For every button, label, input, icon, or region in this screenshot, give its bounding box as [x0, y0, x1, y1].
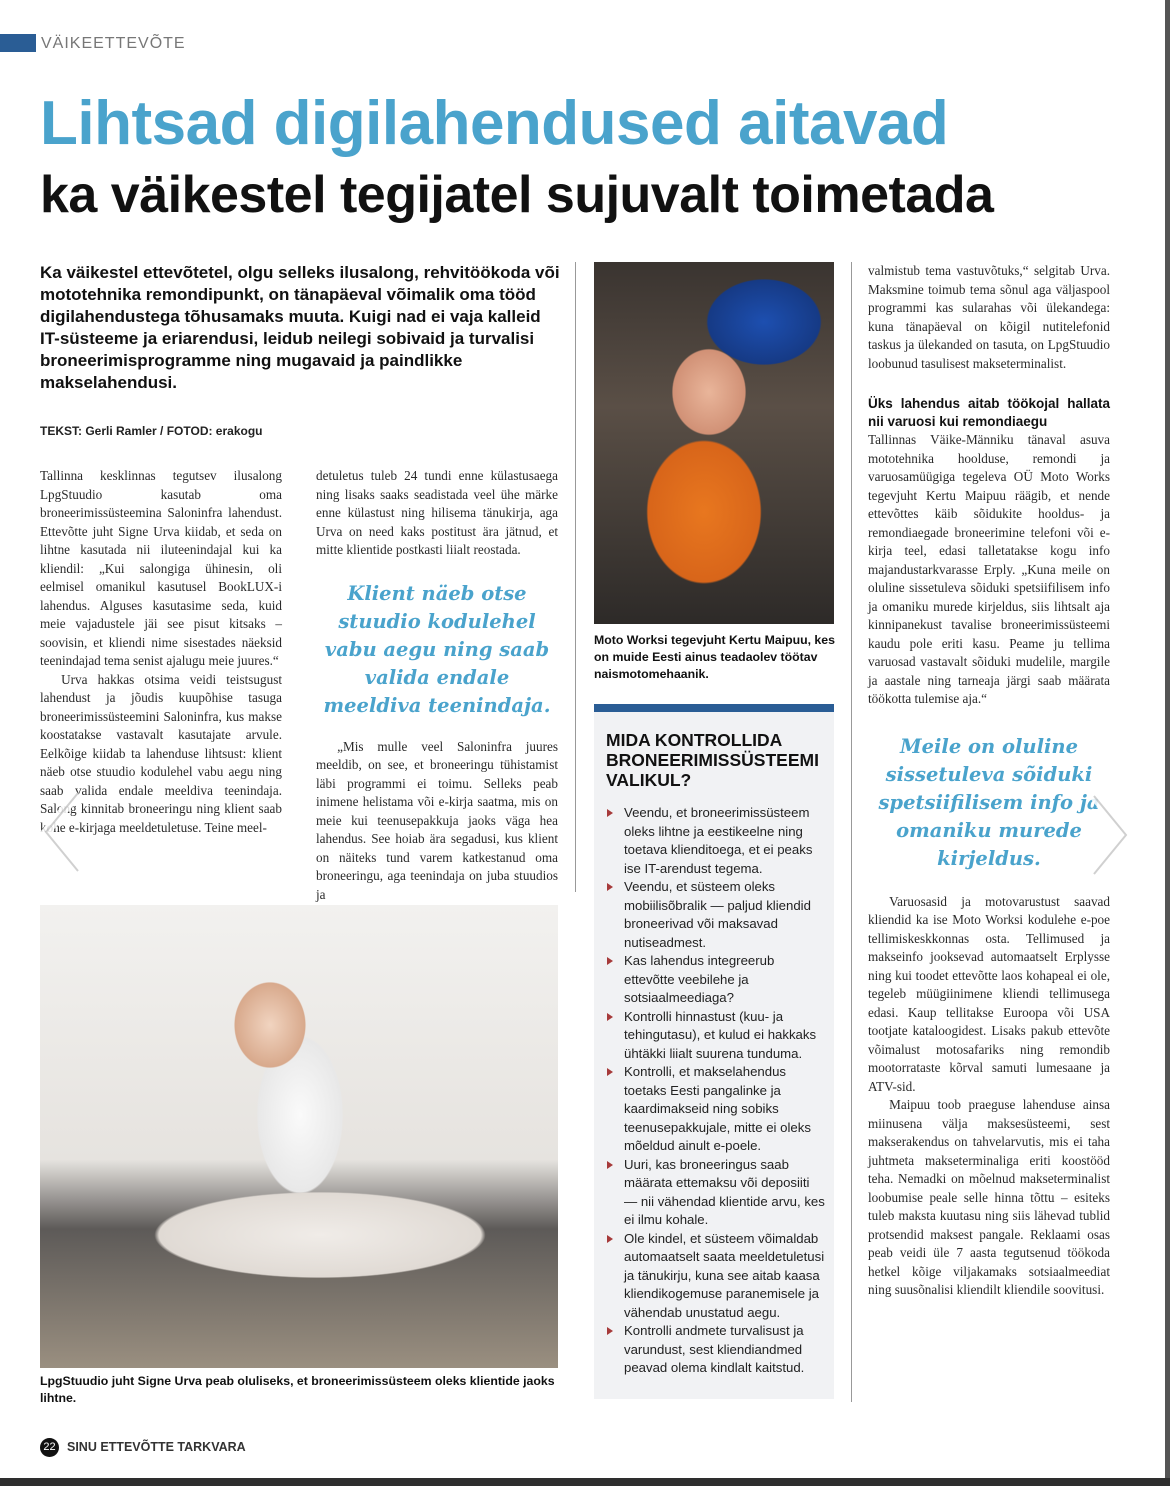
headline-line-1: Lihtsad digilahendused aitavad	[40, 89, 949, 158]
byline: TEKST: Gerli Ramler / FOTOD: erakogu	[40, 424, 263, 438]
list-item: Ole kindel, et süsteem võimaldab automaatselt saata meeldetuletusi ja tänukirju, kuna see aitab kaasa kliendikogemuse paranemisele ja vähendab unustatud aegu.	[606, 1230, 826, 1323]
photo-lpgstuudio-treatment	[40, 905, 558, 1368]
photo-caption: Moto Worksi tegevjuht Kertu Maipuu, kes on muide Eesti ainus teadaolev töötav naismotomehaanik.	[594, 633, 835, 681]
bottom-bar	[0, 1478, 1170, 1486]
bullet-triangle-icon	[607, 1235, 613, 1243]
section-label: VÄIKEETTEVÕTE	[41, 35, 186, 52]
bullet-triangle-icon	[607, 1013, 613, 1021]
article-column-4	[868, 262, 1110, 1300]
article-column-1	[40, 467, 282, 837]
previous-page-button[interactable]	[38, 787, 86, 877]
photo-moto-works-mechanic	[594, 262, 834, 624]
paragraph: „Mis mulle veel Saloninfra juures meeldib, on see, et broneeringu tühistamist läbi programmi ei toimu. Selleks peab inimene helistama või e-kirja saatma, mis on meie kui teenusepakkuja jaoks väga hea lahendus. See hoiab ära segadusi, kus klient on näiteks tund varem katkestanud oma broneeringu, aga teenindaja on juba stuudios ja	[316, 738, 558, 902]
paragraph: valmistub tema vastuvõtuks,“ selgitab Urva. Maksmine toimub tema sõnul aga väljaspool programmi kas sularahas või ülekandega: kuna tänapäeval on kõigil nutitelefonid taskus ja ülekanded on tasuta, on LpgStuudio loobunud tasulisest makseterminalist.	[868, 263, 1110, 371]
article-column-2	[316, 467, 558, 904]
checklist-sidebar	[594, 704, 834, 1399]
chevron-right-icon	[1086, 790, 1134, 880]
chevron-left-icon	[38, 787, 86, 877]
bullet-triangle-icon	[607, 957, 613, 965]
page-number: 22	[40, 1438, 59, 1457]
column-divider	[575, 262, 576, 892]
bullet-triangle-icon	[607, 883, 613, 891]
list-item: Uuri, kas broneeringus saab määrata ettemaksu või deposiiti — nii vähendad klientide arvu, kes ei ilmu kohale.	[606, 1156, 826, 1230]
paragraph: Urva hakkas otsima veidi teistsugust lahendust ja jõudis kuupõhise tasuga broneerimissüsteemini Saloninfra, kus makse koostatakse vastavalt kasutajate arvule. Eelkõige kiidab ta lahenduse lihtsust: klient näeb otse stuudio kodulehel vabu aegu ning saab valida endale meeldiva teenindaja. Salong kinnitab broneeringu ning klient saab kohe e-kirjaga meeldetuletuse. Teine meel-	[40, 671, 282, 835]
paragraph: Tallinna kesklinnas tegutsev ilusalong LpgStuudio kasutab oma broneerimissüsteemina Saloninfra lahendust. Ettevõtte juht Signe Urva kiidab, et seda on lihtne kasutada nii iluteenindajal kui ka kliendil: „Kui salongiga ühinesin, oli eelmisel omanikul kasutusel BookLUX-i lahendus. Alguses kasutasime seda, kuid meie vajadustele jäi see pisut kitsaks – soovisin, et kliendi nime sisestades näeksid teenindajad tema senist ajalugu meie juures.“	[40, 468, 282, 668]
list-item: Veendu, et broneerimissüsteem oleks lihtne ja eestikeelne ning toetava klienditoega, et ei peaks ise IT-arendust tegema.	[606, 804, 826, 878]
page-edge	[1165, 0, 1170, 1478]
bullet-triangle-icon	[607, 1327, 613, 1335]
list-item: Kontrolli, et makselahendus toetaks Eesti pangalinke ja kaardimakseid ning sobiks teenusepakkujale, mitte ei oleks mõeldud ainult e-poele.	[606, 1063, 826, 1156]
section-color-bar	[0, 34, 36, 52]
paragraph: Varuosasid ja motovarustust saavad kliendid ka ise Moto Worksi kodulehe e-poe tellimiskeskkonnas osta. Tellimused ja makseinfo jooksevad automaatselt Erplysse ning kui toodet ettevõtte laos kohapeal ei ole, tegeleb müügiinimene kliendi tellimusega edasi. Kaup tellitakse Euroopa või USA tootjate kataloogidest. Lisaks pakub ettevõte võimalust motosafariks ning remondib mootorrataste kõrval samuti lumesaane ja ATV-sid.	[868, 893, 1110, 1094]
checklist	[606, 804, 826, 1378]
headline-line-2: ka väikestel tegijatel sujuvalt toimetada	[40, 166, 994, 224]
list-item: Kontrolli hinnastust (kuu- ja tehingutasu), et kulud ei hakkaks ühtäkki liialt suurena tunduma.	[606, 1008, 826, 1064]
photo-caption: LpgStuudio juht Signe Urva peab oluliseks, et broneerimissüsteem oleks klientide jaoks lihtne.	[40, 1374, 555, 1405]
paragraph: detuletus tuleb 24 tundi enne külastusaega ning lisaks saaks seadistada veel ühe märke enne külastust ning hilisema tänukirja, aga Urva on need kaks postitust ära jätnud, et mitte klientide postkasti liialt reostada.	[316, 468, 558, 557]
sidebar-title: MIDA KONTROLLIDA BRONEERIMISSÜSTEEMI VALIKUL?	[606, 730, 819, 790]
paragraph: Tallinnas Väike-Männiku tänaval asuva mototehnika hoolduse, remondi ja varuosamüügiga tegeleva OÜ Moto Works tegevjuht Kertu Maipuu räägib, et nende ettevõttes käib sõidukite hooldus- ja remondiaegade broneerimine telefoni või e-kirja teel, edasi talletatakse kogu info majandustarkvarasse Erply. „Kuna meile on oluline sissetuleva sõiduki spetsiifilisem info ja omaniku murede kirjeldus, siis lihtsalt aja kinnipanekust tavalise broneerimissüsteemi kaudu pole eriti kasu. Peame ju tellima varuosad vastavalt sõiduki mudelile, margile ja aastale ning tarneaja järgi saab määrata töökotta tulemise aja.“	[868, 432, 1110, 706]
bullet-triangle-icon	[607, 809, 613, 817]
footer-publication-label: SINU ETTEVÕTTE TARKVARA	[67, 1440, 246, 1454]
next-page-button[interactable]	[1086, 790, 1134, 880]
subheading: Üks lahendus aitab töökojal hallata nii varuosi kui remondiaegu	[868, 396, 1110, 429]
paragraph: Maipuu toob praeguse lahenduse ainsa miinusena välja maksesüsteemi, sest makserakendus on tahvelarvutis, mis ei taha juhtmeta makseterminaliga eriti koostööd teha. Nemadki on mõelnud makseterminalist loobumise peale selle hinna tõttu – esiteks tuleb maksta kuutasu ning siis lähevad tublid protsendid maksest pangale. Reklaami osas peab veidi üle 7 aasta tegutsenud töökoda hetkel kõige viljakamaks sotsiaalmeediat ning suusõnalisi kliendilt kliendile soovitusi.	[868, 1097, 1110, 1297]
list-item: Veendu, et süsteem oleks mobiilisõbralik — paljud kliendid broneerivad või maksavad nutiseadmest.	[606, 878, 826, 952]
list-item: Kas lahendus integreerub ettevõtte veebilehe ja sotsiaalmeediaga?	[606, 952, 826, 1008]
pull-quote: Meile on oluline sissetuleva sõiduki spetsiifilisem info ja omaniku murede kirjeldus.	[878, 734, 1100, 870]
pull-quote: Klient näeb otse stuudio kodulehel vabu aegu ning saab valida endale meeldiva teenindaja.	[323, 581, 551, 717]
bullet-triangle-icon	[607, 1161, 613, 1169]
bullet-triangle-icon	[607, 1068, 613, 1076]
column-divider	[851, 262, 852, 1402]
lead-paragraph: Ka väikestel ettevõtetel, olgu selleks ilusalong, rehvitöökoda või mototehnika remondipunkt, on tänapäeval võimalik oma tööd digilahendustega tõhusamaks muuta. Kuigi nad ei vaja kalleid IT-süsteeme ja eriarendusi, leidub neilegi sobivaid ja turvalisi broneerimisprogramme ning mugavaid ja paindlikke makselahendusi.	[40, 263, 560, 392]
list-item: Kontrolli andmete turvalisust ja varundust, sest kliendiandmed peavad olema kindlalt kaitstud.	[606, 1322, 826, 1378]
